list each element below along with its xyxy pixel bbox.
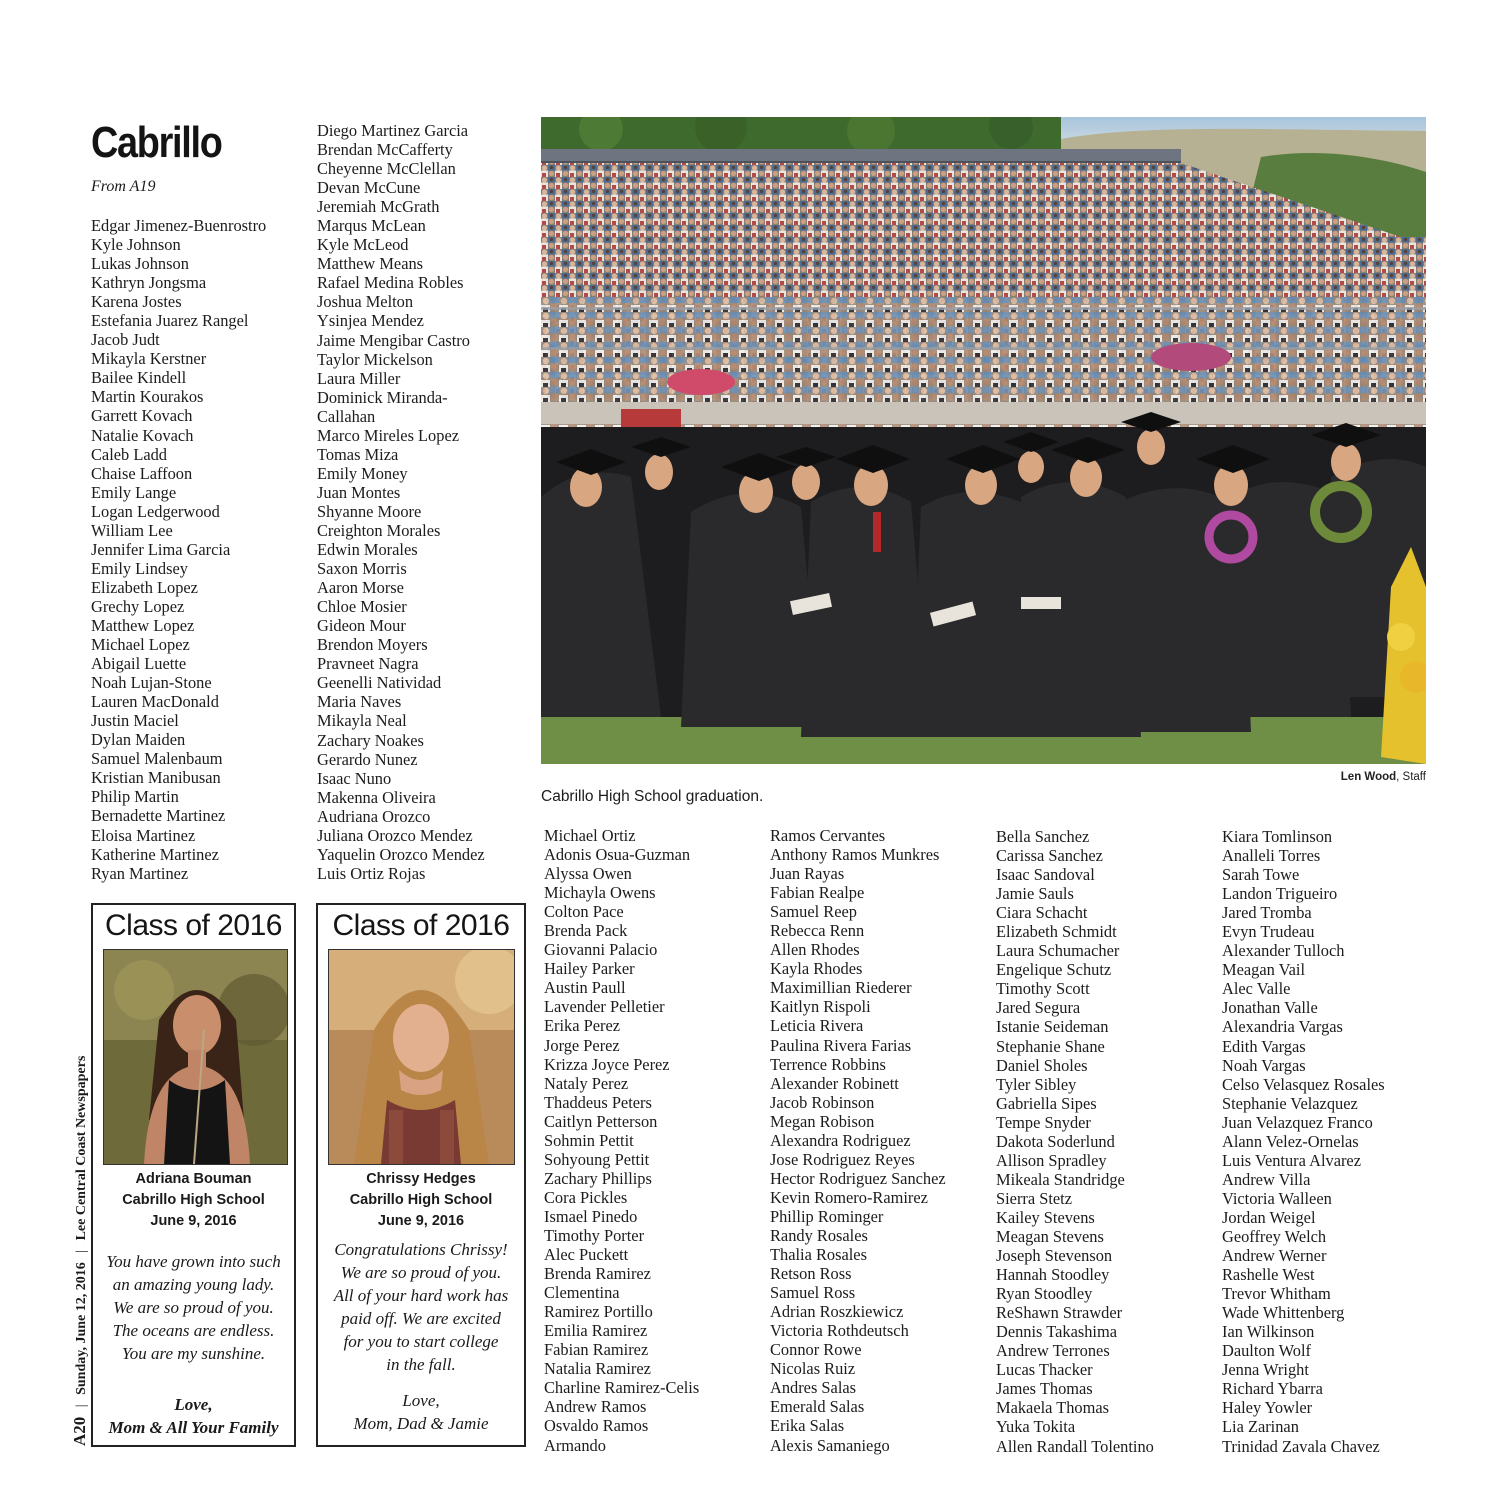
graduate-name: Daniel Sholes: [996, 1055, 1088, 1075]
graduate-name: Andrew Terrones: [996, 1341, 1110, 1361]
graduate-name: Adonis Osua-Guzman: [544, 845, 691, 865]
photo-caption: Cabrillo High School graduation.: [541, 788, 764, 805]
graduate-name: Dakota Soderlund: [996, 1131, 1115, 1151]
graduate-name: Zachary Phillips: [544, 1168, 652, 1188]
graduate-name: Andrew Ramos: [544, 1397, 647, 1417]
graduate-name: Gabriella Sipes: [996, 1093, 1097, 1113]
folio-separator: |: [74, 1404, 89, 1408]
graduate-name: Tempe Snyder: [996, 1112, 1091, 1132]
graduate-name: Kyle Johnson: [91, 235, 181, 255]
graduate-name: James Thomas: [996, 1379, 1093, 1399]
graduate-name: Haley Yowler: [1222, 1398, 1313, 1418]
graduate-name: Dominick Miranda-: [317, 387, 448, 407]
graduate-name: Michael Ortiz: [544, 826, 636, 845]
graduate-name: Timothy Scott: [996, 979, 1090, 999]
continued-from-label: From A19: [91, 178, 156, 195]
graduate-name: Kayla Rhodes: [770, 959, 863, 979]
graduate-name: Lavender Pelletier: [544, 997, 665, 1017]
graduate-name: Kathryn Jongsma: [91, 273, 207, 293]
graduate-name: Chrissy Hedges: [366, 1171, 476, 1187]
graduate-name: Caleb Ladd: [91, 444, 168, 464]
graduate-name: Carissa Sanchez: [996, 846, 1103, 866]
graduation-date: June 9, 2016: [377, 1213, 465, 1229]
graduate-name: Isaac Sandoval: [996, 865, 1095, 885]
ad-signoff-line: Mom, Dad & Jamie: [353, 1414, 489, 1433]
graduate-name: Andrew Villa: [1222, 1169, 1311, 1189]
graduate-name: Saxon Morris: [317, 559, 407, 579]
graduate-name: Kaitlyn Rispoli: [770, 997, 871, 1017]
graduate-name: Brendon Moyers: [317, 635, 428, 655]
graduate-name: Kailey Stevens: [996, 1207, 1095, 1227]
graduate-name: Jordan Weigel: [1222, 1207, 1316, 1227]
graduate-name: Adriana Bouman: [135, 1171, 252, 1187]
graduate-name: Stephanie Velazquez: [1222, 1093, 1358, 1113]
graduate-name: Pravneet Nagra: [317, 654, 419, 674]
ad-heading: Class of 2016: [105, 909, 282, 942]
graduate-name: Philip Martin: [91, 787, 179, 807]
graduate-name: Jamie Sauls: [996, 884, 1074, 904]
graduate-name: Erika Salas: [770, 1416, 845, 1436]
graduate-name-column: [1222, 827, 1385, 1456]
graduate-name: Katherine Martinez: [91, 844, 219, 864]
graduation-date: June 9, 2016: [150, 1213, 237, 1229]
graduate-name: Bella Sanchez: [996, 827, 1090, 846]
graduate-name: Garrett Kovach: [91, 406, 193, 426]
ad-message-line: for you to start college: [343, 1332, 499, 1351]
graduate-name: Mikayla Kerstner: [91, 349, 207, 369]
publication-date: Sunday, June 12, 2016: [74, 1262, 89, 1395]
graduate-name: Geenelli Natividad: [317, 673, 442, 693]
graduate-name: Landon Trigueiro: [1222, 884, 1338, 904]
graduate-name: Yuka Tokita: [996, 1417, 1076, 1437]
graduate-name: Dylan Maiden: [91, 730, 186, 750]
graduate-name-column: [544, 826, 699, 1455]
graduate-name: Isaac Nuno: [317, 768, 392, 788]
graduate-name: Audriana Orozco: [317, 806, 431, 826]
graduate-name: Chloe Mosier: [317, 597, 407, 617]
graduate-name: Jaime Mengibar Castro: [317, 330, 470, 350]
graduate-name-column: [317, 121, 485, 883]
graduate-name: Ryan Martinez: [91, 863, 189, 883]
graduate-name: Logan Ledgerwood: [91, 501, 220, 521]
graduate-name: Osvaldo Ramos: [544, 1416, 649, 1436]
ad-message-line: an amazing young lady.: [112, 1275, 275, 1294]
graduate-name: Allen Rhodes: [770, 940, 860, 960]
graduate-name: Geoffrey Welch: [1222, 1226, 1327, 1246]
ad-message-line: We are so proud of you.: [340, 1263, 502, 1282]
graduate-name: Ismael Pinedo: [544, 1206, 638, 1226]
graduate-name: Taylor Mickelson: [317, 349, 433, 369]
ad-message-line: The oceans are endless.: [112, 1321, 275, 1340]
graduate-name: Jacob Judt: [91, 330, 160, 350]
graduate-name: Sarah Towe: [1222, 865, 1300, 885]
photo-credit: [1341, 771, 1426, 783]
graduate-name: Joshua Melton: [317, 292, 414, 312]
graduate-name: Jenna Wright: [1222, 1360, 1309, 1380]
page-folio: [70, 1056, 90, 1446]
publisher-name: Lee Central Coast Newspapers: [74, 1055, 89, 1241]
graduate-name: Jose Rodriguez Reyes: [770, 1149, 915, 1169]
page-number: A20: [70, 1416, 89, 1446]
graduate-name: Sohyoung Pettit: [544, 1149, 650, 1169]
graduate-name: Dennis Takashima: [996, 1322, 1118, 1342]
graduate-name: Brenda Ramirez: [544, 1264, 651, 1284]
graduate-name: Paulina Rivera Farias: [770, 1035, 912, 1055]
graduate-name: Makaela Thomas: [996, 1398, 1110, 1418]
graduate-name: Edgar Jimenez-Buenrostro: [91, 216, 267, 235]
graduate-name: Timothy Porter: [544, 1225, 645, 1245]
graduate-name: Jacob Robinson: [770, 1092, 875, 1112]
graduate-name: Shyanne Moore: [317, 501, 422, 521]
graduate-portrait: [328, 949, 515, 1165]
folio-separator: |: [74, 1249, 89, 1253]
graduate-name: Colton Pace: [544, 902, 624, 922]
graduate-name: Allen Randall Tolentino: [996, 1436, 1154, 1456]
graduate-name: Bernadette Martinez: [91, 806, 226, 826]
graduate-name: Meagan Stevens: [996, 1226, 1104, 1246]
graduate-name: Alec Valle: [1222, 979, 1291, 999]
graduate-name: Trinidad Zavala Chavez: [1222, 1436, 1380, 1456]
graduate-name: Meagan Vail: [1222, 960, 1305, 980]
graduate-name: Stephanie Shane: [996, 1036, 1105, 1056]
graduate-name: Alyssa Owen: [544, 864, 632, 884]
graduate-name: Nataly Perez: [544, 1073, 629, 1093]
graduate-name: Thaddeus Peters: [544, 1092, 652, 1112]
ad-message-line: paid off. We are excited: [341, 1309, 501, 1328]
graduate-name: Sohmin Pettit: [544, 1130, 634, 1150]
graduate-name: Creighton Morales: [317, 520, 441, 540]
graduate-name: Emily Money: [317, 463, 408, 483]
graduate-name: Tomas Miza: [317, 444, 399, 464]
ad-message-line: You have grown into such: [106, 1252, 281, 1271]
graduate-name: Giovanni Palacio: [544, 940, 658, 960]
graduate-portrait-image: [329, 950, 514, 1164]
ad-heading: Class of 2016: [332, 909, 510, 942]
graduate-name: Rashelle West: [1222, 1265, 1315, 1285]
graduate-name: Cora Pickles: [544, 1187, 628, 1207]
graduate-name: Luis Ventura Alvarez: [1222, 1150, 1361, 1170]
congratulations-ad: [316, 903, 526, 1447]
graduate-name: Allison Spradley: [996, 1150, 1107, 1170]
ad-signoff: [320, 1389, 522, 1435]
graduate-name: Laura Miller: [317, 368, 401, 388]
graduate-portrait: [103, 949, 288, 1165]
graduate-name: Samuel Ross: [770, 1283, 856, 1303]
graduate-name-column: [770, 826, 946, 1455]
graduate-portrait-image: [104, 950, 287, 1164]
graduate-name: Randy Rosales: [770, 1225, 868, 1245]
graduate-name: Bailee Kindell: [91, 368, 187, 388]
graduate-name: Kiara Tomlinson: [1222, 827, 1333, 846]
ad-signoff-line: Love,: [402, 1391, 440, 1410]
graduate-name: Kevin Romero-Ramirez: [770, 1187, 928, 1207]
graduate-name: Devan McCune: [317, 178, 421, 198]
graduate-name: Martin Kourakos: [91, 387, 204, 407]
graduate-name: Michayla Owens: [544, 883, 656, 903]
graduate-name: Celso Velasquez Rosales: [1222, 1074, 1385, 1094]
graduate-name: Juliana Orozco Mendez: [317, 825, 473, 845]
graduate-name: Victoria Walleen: [1222, 1188, 1332, 1208]
graduate-name: Krizza Joyce Perez: [544, 1054, 670, 1074]
graduate-name: Abigail Luette: [91, 654, 187, 674]
graduate-name: Istanie Seideman: [996, 1017, 1109, 1037]
graduate-name: Engelique Schutz: [996, 960, 1112, 980]
graduate-name: Retson Ross: [770, 1264, 852, 1284]
graduate-name: Erika Perez: [544, 1016, 620, 1036]
graduate-name: Emilia Ramirez: [544, 1321, 648, 1341]
graduate-name: Terrence Robbins: [770, 1054, 886, 1074]
graduate-name: Andres Salas: [770, 1378, 857, 1398]
graduate-name: Grechy Lopez: [91, 596, 185, 616]
graduate-name: Fabian Realpe: [770, 883, 865, 903]
graduate-name: Brendan McCafferty: [317, 140, 453, 160]
graduate-name: Jennifer Lima Garcia: [91, 539, 231, 559]
graduate-name: Thalia Rosales: [770, 1245, 867, 1265]
graduate-name: Emily Lindsey: [91, 558, 188, 578]
graduate-name: Ramos Cervantes: [770, 826, 886, 845]
graduate-name: Maximillian Riederer: [770, 978, 912, 998]
graduate-name: Elizabeth Schmidt: [996, 922, 1117, 942]
graduate-name: Alann Velez-Ornelas: [1222, 1131, 1359, 1151]
graduate-name: Nicolas Ruiz: [770, 1359, 856, 1379]
graduate-name: Wade Whittenberg: [1222, 1303, 1345, 1323]
graduate-name: Diego Martinez Garcia: [317, 121, 469, 140]
graduate-name: Alexandra Rodriguez: [770, 1130, 911, 1150]
graduate-info: [318, 1169, 524, 1232]
graduate-name: Samuel Malenbaum: [91, 749, 223, 769]
graduation-photo-image: [541, 117, 1426, 764]
graduate-name: Juan Montes: [317, 482, 401, 502]
ad-signoff: [95, 1393, 292, 1439]
graduate-name: Phillip Rominger: [770, 1206, 884, 1226]
graduate-name: Adrian Roszkiewicz: [770, 1302, 904, 1322]
graduate-name: Hannah Stoodley: [996, 1265, 1110, 1285]
graduate-name: Richard Ybarra: [1222, 1379, 1323, 1399]
graduate-name: Aaron Morse: [317, 578, 404, 598]
graduate-school: Cabrillo High School: [349, 1192, 493, 1208]
ad-message: [322, 1238, 520, 1376]
graduate-name: Lukas Johnson: [91, 254, 189, 274]
graduate-name: Estefania Juarez Rangel: [91, 311, 249, 331]
graduate-name: Makenna Oliveira: [317, 787, 436, 807]
graduate-name: Alec Puckett: [544, 1245, 629, 1265]
ad-message-line: All of your hard work has: [333, 1286, 509, 1305]
graduate-name: Evyn Trudeau: [1222, 922, 1315, 942]
graduate-name: Yaquelin Orozco Mendez: [317, 844, 485, 864]
graduate-name: Michael Lopez: [91, 635, 190, 655]
graduate-name: Marco Mireles Lopez: [317, 425, 459, 445]
graduate-name: Jonathan Valle: [1222, 998, 1318, 1018]
graduate-name: Eloisa Martinez: [91, 825, 196, 845]
graduate-name: Hector Rodriguez Sanchez: [770, 1168, 946, 1188]
graduate-name: Ian Wilkinson: [1222, 1322, 1315, 1342]
graduate-name: Noah Vargas: [1222, 1055, 1306, 1075]
ad-signoff-line: Mom & All Your Family: [108, 1418, 279, 1437]
graduate-name: Rebecca Renn: [770, 921, 865, 941]
graduate-name-column: [91, 216, 266, 883]
congratulations-ad: [91, 903, 296, 1447]
graduate-name: Ryan Stoodley: [996, 1284, 1093, 1304]
graduate-name: Karena Jostes: [91, 292, 182, 312]
graduate-name: Trevor Whitham: [1222, 1284, 1331, 1304]
graduate-name: Ysinjea Mendez: [317, 311, 424, 331]
graduate-name: Clementina: [544, 1283, 620, 1303]
graduate-name: Rafael Medina Robles: [317, 273, 464, 293]
graduate-name: Analleli Torres: [1222, 846, 1321, 866]
graduate-name: Austin Paull: [544, 978, 626, 998]
graduate-name: Natalia Ramirez: [544, 1359, 651, 1379]
graduate-name: Daulton Wolf: [1222, 1341, 1311, 1361]
graduate-name: Alexander Robinett: [770, 1073, 899, 1093]
graduate-name: Marqus McLean: [317, 216, 426, 236]
graduate-name: Kristian Manibusan: [91, 768, 221, 788]
graduate-name: Fabian Ramirez: [544, 1340, 649, 1360]
graduate-name: Juan Velazquez Franco: [1222, 1112, 1373, 1132]
graduate-name: Ramirez Portillo: [544, 1302, 653, 1322]
graduate-name: Elizabeth Lopez: [91, 577, 198, 597]
graduate-name: Andrew Werner: [1222, 1246, 1327, 1266]
graduate-name: Noah Lujan-Stone: [91, 673, 212, 693]
graduate-name: Brenda Pack: [544, 921, 628, 941]
graduate-name: Justin Maciel: [91, 711, 179, 731]
graduate-name: Jared Segura: [996, 998, 1081, 1018]
graduate-name: Joseph Stevenson: [996, 1246, 1113, 1266]
graduate-name: Hailey Parker: [544, 959, 635, 979]
graduate-name: Emily Lange: [91, 482, 177, 502]
graduate-name: Megan Robison: [770, 1111, 875, 1131]
graduate-name: Ciara Schacht: [996, 903, 1088, 923]
graduate-name: Jorge Perez: [544, 1035, 620, 1055]
graduate-name: Callahan: [317, 406, 376, 426]
ad-message-line: in the fall.: [386, 1355, 456, 1374]
graduate-name: Lucas Thacker: [996, 1360, 1093, 1380]
graduate-name: Laura Schumacher: [996, 941, 1120, 961]
graduate-name-column: [996, 827, 1154, 1456]
graduate-name: ReShawn Strawder: [996, 1303, 1123, 1323]
graduate-name: Lia Zarinan: [1222, 1417, 1299, 1437]
graduate-name: William Lee: [91, 520, 173, 540]
ad-message-line: You are my sunshine.: [121, 1344, 266, 1363]
graduate-name: Charline Ramirez-Celis: [544, 1378, 700, 1398]
graduate-name: Emerald Salas: [770, 1397, 865, 1417]
graduate-name: Matthew Means: [317, 254, 424, 274]
graduate-name: Jeremiah McGrath: [317, 197, 440, 217]
photo-credit-role: , Staff: [1396, 771, 1426, 783]
ad-message: [97, 1250, 290, 1365]
ad-signoff-line: Love,: [174, 1395, 213, 1414]
graduate-name: Edith Vargas: [1222, 1036, 1306, 1056]
graduate-name: Leticia Rivera: [770, 1016, 864, 1036]
graduate-name: Lauren MacDonald: [91, 692, 219, 712]
graduate-name: Chaise Laffoon: [91, 463, 193, 483]
graduate-school: Cabrillo High School: [122, 1192, 265, 1208]
graduate-name: Mikeala Standridge: [996, 1169, 1125, 1189]
graduate-name: Alexis Samaniego: [770, 1435, 890, 1455]
graduate-name: Anthony Ramos Munkres: [770, 845, 940, 865]
graduate-name: Zachary Noakes: [317, 730, 424, 750]
ad-message-line: Congratulations Chrissy!: [334, 1240, 508, 1259]
graduate-name: Tyler Sibley: [996, 1074, 1077, 1094]
graduate-name: Cheyenne McClellan: [317, 159, 456, 179]
graduate-name: Alexandria Vargas: [1222, 1017, 1343, 1037]
graduation-photo: [541, 117, 1426, 764]
graduate-name: Alexander Tulloch: [1222, 941, 1345, 961]
graduate-name: Natalie Kovach: [91, 425, 194, 445]
ad-message-line: We are so proud of you.: [113, 1298, 274, 1317]
graduate-name: Samuel Reep: [770, 902, 857, 922]
graduate-name: Sierra Stetz: [996, 1188, 1073, 1208]
graduate-name: Jared Tromba: [1222, 903, 1312, 923]
graduate-name: Maria Naves: [317, 692, 402, 712]
graduate-name: Mikayla Neal: [317, 711, 407, 731]
graduate-name: Luis Ortiz Rojas: [317, 863, 426, 883]
graduate-name: Gerardo Nunez: [317, 749, 418, 769]
graduate-name: Juan Rayas: [770, 864, 845, 884]
section-title: Cabrillo: [91, 118, 222, 167]
graduate-name: Connor Rowe: [770, 1340, 862, 1360]
photo-credit-name: Len Wood: [1340, 771, 1397, 783]
graduate-name: Victoria Rothdeutsch: [770, 1321, 909, 1341]
graduate-info: [93, 1169, 294, 1232]
graduate-name: Matthew Lopez: [91, 615, 195, 635]
graduate-name: Edwin Morales: [317, 540, 418, 560]
graduate-name: Armando: [544, 1435, 606, 1455]
graduate-name: Gideon Mour: [317, 616, 406, 636]
graduate-name: Kyle McLeod: [317, 235, 409, 255]
graduate-name: Caitlyn Petterson: [544, 1111, 658, 1131]
